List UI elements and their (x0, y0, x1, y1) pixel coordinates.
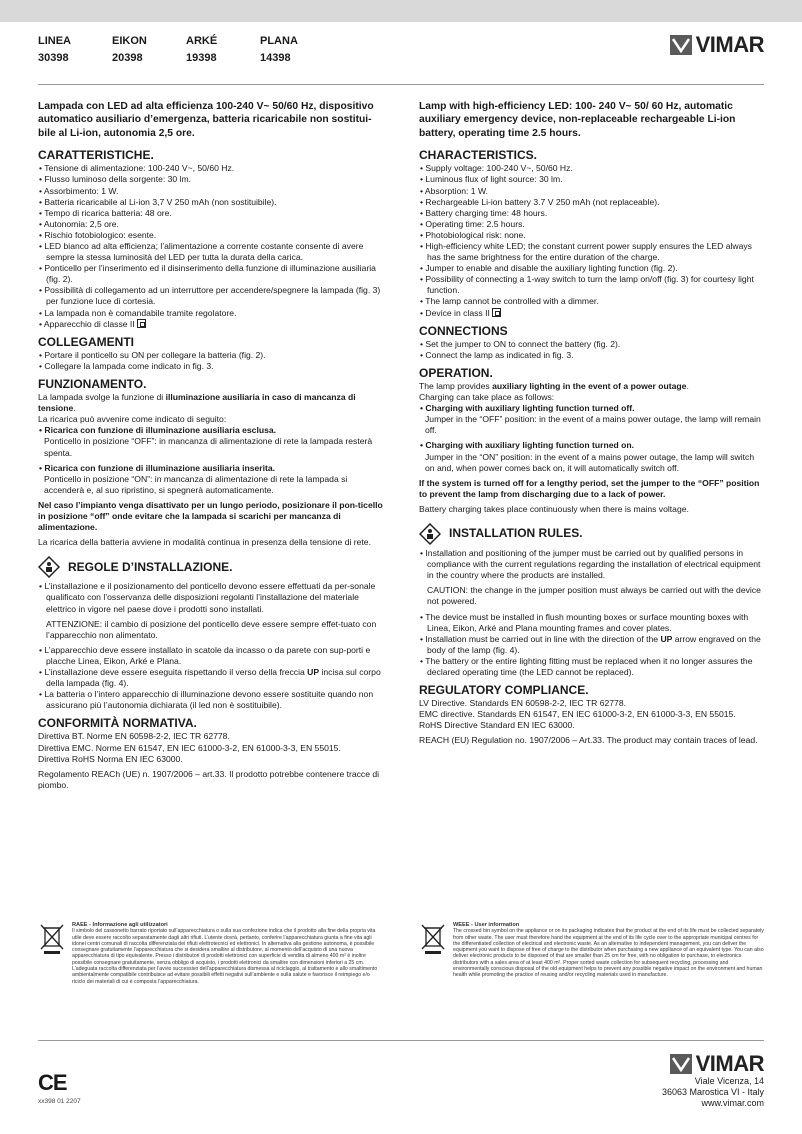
list-item: • Tempo di ricarica batteria: 48 ore. (39, 207, 172, 218)
line-code: 19398 (186, 52, 217, 64)
paragraph: La lampada svolge la funzione di illuminazione ausiliaria in caso di mancanza di tensione. (38, 392, 356, 414)
list-item: • Luminous flux of light source: 30 lm. (420, 174, 563, 185)
divider (38, 1040, 764, 1041)
vimar-logo-icon (670, 1054, 692, 1074)
list-item: • Jumper to enable and disable the auxiliary lighting function (fig. 2). (420, 263, 678, 274)
line-eikon (112, 33, 186, 67)
address-line: Viale Vicenza, 14 (694, 1076, 764, 1086)
line-linea (38, 33, 112, 67)
section-title: REGOLE D’INSTALLAZIONE. (68, 559, 233, 574)
ce-mark: CE (38, 1070, 67, 1095)
line-plana (260, 33, 334, 67)
list-item: • The device must be installed in flush mounting boxes or surface mounting boxes with Linea, Eikon, Arké and Plana mounting frames and cover plates. (420, 611, 749, 633)
crossed-bin-icon (419, 922, 447, 979)
brand-name: VIMAR (695, 32, 764, 57)
line-name: ARKÉ (186, 35, 218, 47)
list-item: • Operating time: 2.5 hours. (420, 218, 525, 229)
list-item: • Charging with auxiliary lighting function turned on. (420, 440, 635, 451)
weee-title: WEEE - User information (453, 922, 520, 928)
weee-notice-it (38, 922, 383, 985)
list-item: • Ponticello per l’inserimento ed il disinserimento della funzione di illuminazione ausiliaria (fig. 2). (39, 263, 376, 285)
paragraph: Direttiva RoHS Norma EN IEC 63000. (38, 753, 183, 764)
paragraph: The lamp provides auxiliary lighting in the event of a power outage. (419, 381, 689, 391)
section-title: COLLEGAMENTI (38, 334, 134, 349)
list-item: • Batteria ricaricabile al Li-ion 3,7 V 250 mAh (non sostituibile). (39, 196, 277, 207)
vimar-logo (670, 1051, 764, 1077)
brand-name: VIMAR (695, 1051, 764, 1076)
product-lines (38, 33, 334, 67)
list-item: • Installation must be carried out in line with the direction of the UP arrow engraved on the body of the lamp (fig. 4). (420, 633, 761, 655)
list-item: • Assorbimento: 1 W. (39, 185, 119, 196)
paragraph: REACH (EU) Regulation no. 1907/2006 – Art.33. The product may contain traces of lead. (419, 735, 758, 746)
paragraph: Direttiva EMC. Norme EN 61547, EN IEC 61000-3-2, EN 61000-3-3, EN 55015. (38, 742, 341, 753)
paragraph: Ponticello in posizione “ON”: in mancanza di alimentazione di rete la lampada si accenderà e, al suo ripristino, si spegnerà automaticamente. (44, 473, 348, 495)
paragraph: EMC directive. Standards EN 61547, EN IEC 61000-3-2, EN 61000-3-3, EN 55015. (419, 709, 736, 720)
line-name: PLANA (260, 35, 298, 47)
section-title: OPERATION. (419, 365, 493, 380)
website-link[interactable]: www.vimar.com (701, 1098, 764, 1108)
list-item: • Device in class II (419, 308, 764, 319)
paragraph: RoHS Directive Standard EN IEC 63000. (419, 720, 575, 731)
list-item: • Ricarica con funzione di illuminazione ausiliaria inserita. (39, 462, 276, 473)
line-code: 14398 (260, 52, 291, 64)
list-item: • Collegare la lampada come indicato in fig. 3. (39, 360, 214, 371)
weee-text: The crossed bin symbol on the appliance or on its packaging indicates that the product at the end of its life must be collected separately from other waste. The user must therefore hand the equipment at the end of its life cycle over to the appropriate municipal centres for the differentiated collection of electrical and electronic waste. As an alternative to independent management, you can deliver the equipment you want to dispose of free of charge to the distributor when purchasing a new appliance of an equivalent type. You can also deliver electronic products to be disposed of that are smaller than 25 cm for free, with no obligation to purchase, to electronics distributors with a sales area of at least 400 m². Proper sorted waste collection for subsequent recycling, processing and environmentally conscious disposal of the old equipment helps to prevent any possible negative impact on the environment and human health while promoting the practice of reusing and/or recycling materials used in manufacture. (453, 928, 764, 979)
paragraph: LV Directive. Standards EN 60598-2-2, IEC TR 62778. (419, 698, 626, 709)
weee-title: RAEE - Informazione agli utilizzatori (72, 922, 168, 928)
list-item: • High-efficiency white LED; the constant current power supply ensures the LED always has the same brightness for the entire duration of the charge. (420, 240, 752, 263)
line-arke (186, 33, 260, 67)
weee-text: Il simbolo del cassonetto barrato riportato sull’apparecchiatura o sulla sua confezione indica che il prodotto alla fine della propria vita utile deve essere raccolto separatamente dagli altri rifiuti. L’utente dovrà, pertanto, conferire l’apparecchiatura giunta a fine vita agli idonei centri comunali di raccolta differenziata dei rifiuti elettrotecnici ed elettronici. In alternativa alla gestione autonoma, è possibile consegnare gratuitamente l’apparecchiatura che si desidera smaltire al distributore, al momento dell’acquisto di una nuova apparecchiatura di tipo equivalente. Presso i distributori di prodotti elettronici con superficie di vendita di almeno 400 m² è inoltre possibile consegnare gratuitamente, senza obbligo di acquisto, i prodotti elettronici da smaltire con dimensioni inferiori a 25 cm. L’adeguata raccolta differenziata per l’avvio successivo dell’apparecchiatura dismessa al riciclaggio, al trattamento e allo smaltimento ambientalmente compatibile contribuisce ad evitare possibili effetti negativi sull’ambiente e sulla salute e favorisce il reimpiego e/o riciclo dei materiali di cui è composta l’apparecchiatura. (72, 928, 378, 985)
company-address (662, 1076, 764, 1109)
line-name: EIKON (112, 35, 147, 47)
list-item: • Apparecchio di classe II (38, 319, 385, 330)
installer-icon (38, 556, 60, 578)
italian-column (38, 100, 385, 791)
list-item: • Photobiological risk: none. (420, 229, 526, 240)
list-item: • Autonomia: 2,5 ore. (39, 218, 119, 229)
line-code: 20398 (112, 52, 143, 64)
list-item: • L’installazione e il posizionamento del ponticello devono essere effettuati da per-sonale qualificato con l’osservanza delle disposizioni regolanti l’installazione del materiale elettrico in vigore nel paese dove i prodotti sono installati. (39, 581, 376, 614)
warning-text: Nel caso l’impianto venga disattivato per un lungo periodo, posizionare il pon-ticello in posizione “off” onde evitare che la lampada si scarichi per mancanza di alimentazione. (38, 499, 383, 533)
english-column (419, 100, 764, 747)
section-title: CHARACTERISTICS. (419, 148, 538, 163)
list-item: • La lampada non è comandabile tramite regolatore. (39, 307, 237, 318)
paragraph: La ricarica della batteria avviene in modalità continua in presenza della tensione di rete. (38, 537, 371, 548)
class-ii-icon (137, 319, 146, 328)
paragraph: Direttiva BT. Norme EN 60598-2-2, IEC TR 62778. (38, 731, 230, 742)
installation-heading (38, 556, 385, 578)
class-ii-icon (492, 308, 501, 317)
installation-heading (419, 523, 764, 545)
section-title: CARATTERISTICHE. (38, 148, 154, 163)
list-item: • The battery or the entire lighting fitting must be replaced when it no longer assures the declared operating time (the LED cannot be replaced). (420, 655, 753, 677)
lead-text: Lamp with high-efficiency LED: 100- 240 V~ 50/ 60 Hz, automatic auxiliary emergency device, non-replaceable rechargeable Li-ion battery, operating time 2.5 hours. (419, 101, 736, 139)
vimar-logo-icon (670, 35, 692, 55)
section-title: REGULATORY COMPLIANCE. (419, 683, 589, 698)
section-title: CONFORMITÀ NORMATIVA. (38, 716, 197, 731)
list-item: • LED bianco ad alta efficienza; l’alimentazione a corrente costante consente di avere sempre la stessa luminosità del LED per tutta la durata della carica. (39, 240, 364, 263)
warning-text: ATTENZIONE: il cambio di posizione del ponticello deve essere sempre effet-tuato con l’apparecchio non alimentato. (46, 618, 377, 640)
list-item: • L’apparecchio deve essere installato in scatole da incasso o da parete con sup-porti e placche Linea, Eikon, Arké e Plana. (39, 644, 371, 666)
paragraph: Jumper in the “ON” position: in the event of a mains power outage, the lamp will switch on and, when power comes back on, it will automatically switch off. (425, 451, 755, 473)
list-item: • Portare il ponticello su ON per collegare la batteria (fig. 2). (39, 349, 266, 360)
divider (38, 84, 764, 85)
section-title: INSTALLATION RULES. (449, 526, 583, 541)
list-item: • Connect the lamp as indicated in fig. 3. (420, 349, 574, 360)
vimar-logo (670, 32, 764, 58)
list-item: • Set the jumper to ON to connect the battery (fig. 2). (420, 338, 621, 349)
list-item: • Absorption: 1 W. (420, 185, 488, 196)
list-item: • Flusso luminoso della sorgente: 30 lm. (39, 174, 192, 185)
warning-text: CAUTION: the change in the jumper position must always be carried out with the device not powered. (427, 585, 761, 607)
paragraph: Ponticello in posizione “OFF”: in mancanza di alimentazione di rete la lampada resterà spenta. (44, 436, 373, 458)
list-item: • Possibility of connecting a 1-way switch to turn the lamp on/off (fig. 3) for courtesy light function. (420, 274, 754, 296)
paragraph: Charging can take place as follows: (419, 392, 555, 403)
section-title: CONNECTIONS (419, 323, 508, 338)
list-item: • Charging with auxiliary lighting function turned off. (420, 403, 635, 414)
weee-notice-en (419, 922, 764, 979)
paragraph: Regolamento REACh (UE) n. 1907/2006 – art.33. Il prodotto potrebbe contenere tracce di piombo. (38, 768, 380, 790)
paragraph: Battery charging takes place continuously when there is mains voltage. (419, 503, 689, 514)
list-item: • Battery charging time: 48 hours. (420, 207, 548, 218)
line-name: LINEA (38, 35, 71, 47)
lead-text: Lampada con LED ad alta efficienza 100-240 V~ 50/60 Hz, dispositivo automatico ausiliario d’emergenza, batteria ricaricabile non sostitui-bile al Li-ion, autonomia 2,5 ore. (38, 101, 374, 139)
list-item: • Rechargeable Li-ion battery 3.7 V 250 mAh (not replaceable). (420, 196, 660, 207)
list-item: • La batteria o l’intero apparecchio di illuminazione devono essere sostituite quando non assicurano più l’autonomia dichiarata (il led non è sostituibile). (39, 689, 374, 711)
warning-text: If the system is turned off for a lengthy period, set the jumper to the “OFF” position to prevent the lamp from discharging due to a lack of power. (419, 477, 760, 499)
list-item: • Tensione di alimentazione: 100-240 V~, 50/60 Hz. (39, 163, 235, 174)
section-title: FUNZIONAMENTO. (38, 377, 147, 391)
list-item: • L’installazione deve essere eseguita rispettando il verso della freccia UP incisa sul corpo della lampada (fig. 4). (39, 666, 381, 689)
document-number: xx398 01 2207 (38, 1098, 81, 1105)
list-item: • Ricarica con funzione di illuminazione ausiliaria esclusa. (39, 425, 277, 436)
list-item: • The lamp cannot be controlled with a dimmer. (420, 296, 599, 307)
line-code: 30398 (38, 52, 69, 64)
paragraph: Jumper in the “OFF” position: in the event of a mains power outage, the lamp will remain off. (425, 414, 761, 436)
list-item: • Rischio fotobiologico: esente. (39, 229, 157, 240)
list-item: • Installation and positioning of the jumper must be carried out by qualified persons in compliance with the current regulations regarding the installation of electrical equipment in the country where the products are installed. (420, 548, 761, 581)
address-line: 36063 Marostica VI - Italy (661, 1087, 764, 1097)
installer-icon (419, 523, 441, 545)
crossed-bin-icon (38, 922, 66, 985)
list-item: • Possibilità di collegamento ad un interruttore per accendere/spegnere la lampada (fig. 3) per funzione luce di cortesia. (39, 285, 381, 307)
paragraph: La ricarica può avvenire come indicato di seguito: (38, 414, 227, 425)
top-bar (0, 0, 802, 22)
list-item: • Supply voltage: 100-240 V~, 50/60 Hz. (420, 163, 573, 174)
